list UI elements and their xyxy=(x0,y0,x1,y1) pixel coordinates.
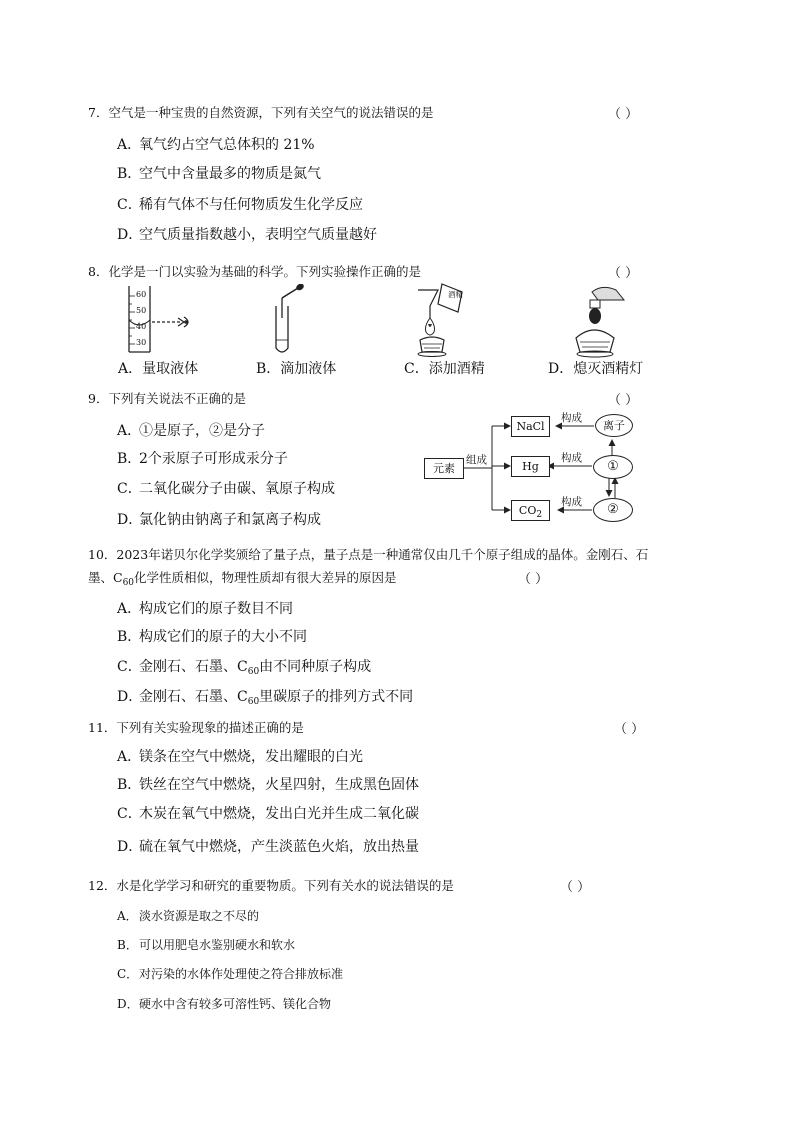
option-text: 铁丝在空气中燃烧，火星四射，生成黑色固体 xyxy=(139,777,419,793)
compose-label: 组成 xyxy=(466,454,487,466)
q7-stem: 7．空气是一种宝贵的自然资源，下列有关空气的说法错误的是 xyxy=(88,105,434,120)
q9-answer-paren: （ ） xyxy=(608,393,639,408)
constitute-label-3: 构成 xyxy=(561,496,582,508)
q9-option-b xyxy=(117,448,288,468)
q11-stem: 11．下列有关实验现象的描述正确的是 xyxy=(88,720,304,735)
co2-subscript: 2 xyxy=(536,510,543,520)
option-text: 空气质量指数越小，表明空气质量越好 xyxy=(139,227,377,243)
option-letter: D． xyxy=(117,997,139,1011)
q10-option-b xyxy=(117,626,307,646)
caption-d: D．熄灭酒精灯 xyxy=(548,361,644,377)
option-text: 对污染的水体作处理使之符合排放标准 xyxy=(139,967,344,981)
tick-60: 60 xyxy=(136,290,147,299)
option-letter: B． xyxy=(117,938,138,952)
caption-a: A．量取液体 xyxy=(118,361,199,377)
option-letter: B． xyxy=(117,629,142,645)
option-letter: D． xyxy=(117,839,143,855)
circle-1-ellipse: ① xyxy=(593,455,633,479)
q9-option-a xyxy=(117,420,265,440)
caption-b: B．滴加液体 xyxy=(256,361,337,377)
co2-box xyxy=(511,500,550,521)
q12-option-b xyxy=(117,936,295,953)
c60-subscript: 60 xyxy=(122,578,135,588)
option-text: 里碳原子的排列方式不同 xyxy=(259,689,414,705)
dropper-test-tube-figure xyxy=(268,284,318,356)
extinguish-lamp-figure xyxy=(568,282,628,358)
tick-50: 50 xyxy=(136,306,147,315)
option-text: 空气中含量最多的物质是氮气 xyxy=(139,166,321,182)
option-text: 氯化钠由钠离子和氯离子构成 xyxy=(139,512,321,528)
q11-option-b xyxy=(117,774,419,794)
adding-alcohol-figure xyxy=(412,282,478,358)
cylinder-tick-labels xyxy=(136,287,146,351)
option-letter: D． xyxy=(117,227,143,243)
stem-part: 墨、C xyxy=(88,570,123,585)
option-text: 木炭在氧气中燃烧，发出白光并生成二氧化碳 xyxy=(139,806,419,822)
option-letter: C． xyxy=(117,659,142,675)
q8-stem: 8．化学是一门以实验为基础的科学。下列实验操作正确的是 xyxy=(88,264,421,279)
measuring-cylinder-figure xyxy=(118,284,198,356)
hg-box: Hg xyxy=(511,456,550,477)
option-text: 淡水资源是取之不尽的 xyxy=(139,909,260,923)
stem-part: 化学性质相似，物理性质却有很大差异的原因是 xyxy=(134,570,397,585)
option-letter: A． xyxy=(117,909,138,923)
option-letter: B． xyxy=(117,777,142,793)
q10-option-a xyxy=(117,598,293,618)
co2-formula: CO xyxy=(518,504,537,517)
option-letter: A． xyxy=(117,137,142,153)
q12-option-c xyxy=(117,965,343,982)
option-letter: D． xyxy=(117,512,143,528)
option-text: 2个汞原子可形成汞分子 xyxy=(139,451,288,467)
option-text: 二氧化碳分子由碳、氧原子构成 xyxy=(139,481,335,497)
q7-option-a xyxy=(117,134,315,154)
option-letter: B． xyxy=(117,451,142,467)
option-text: 硫在氧气中燃烧，产生淡蓝色火焰，放出热量 xyxy=(139,839,419,855)
constitute-label-2: 构成 xyxy=(561,452,582,464)
q10-answer-paren: （ ） xyxy=(518,572,549,587)
option-letter: C． xyxy=(117,481,142,497)
q7-option-b xyxy=(117,163,321,183)
option-text: 构成它们的原子的大小不同 xyxy=(139,629,307,645)
circle-2-ellipse: ② xyxy=(593,498,633,522)
option-text: ①是原子，②是分子 xyxy=(139,423,265,439)
option-text: 由不同种原子构成 xyxy=(259,659,372,675)
element-box: 元素 xyxy=(424,458,464,479)
c60-subscript: 60 xyxy=(247,667,260,677)
q11-option-d xyxy=(117,836,419,856)
option-text: 硬水中含有较多可溶性钙、镁化合物 xyxy=(139,997,332,1011)
tick-30: 30 xyxy=(136,338,147,347)
q12-option-d xyxy=(117,995,331,1012)
caption-c: C．添加酒精 xyxy=(404,361,485,377)
option-text: 构成它们的原子数目不同 xyxy=(139,601,293,617)
option-text: 镁条在空气中燃烧，发出耀眼的白光 xyxy=(139,749,363,765)
constitute-label-1: 构成 xyxy=(561,412,582,424)
nacl-box: NaCl xyxy=(511,416,550,437)
q7-option-d xyxy=(117,224,377,244)
option-letter: A． xyxy=(117,601,142,617)
option-letter: D． xyxy=(117,689,143,705)
option-text: 金刚石、石墨、C xyxy=(139,689,248,705)
q11-answer-paren: （ ） xyxy=(614,722,645,737)
q7-answer-paren: （ ） xyxy=(608,107,639,122)
q10-option-d xyxy=(117,686,413,706)
q10-option-c xyxy=(117,656,371,676)
q9-option-c xyxy=(117,478,335,498)
option-letter: C． xyxy=(117,197,142,213)
q9-stem: 9．下列有关说法不正确的是 xyxy=(88,391,246,406)
q12-stem: 12．水是化学学习和研究的重要物质。下列有关水的说法错误的是 xyxy=(88,878,454,893)
q11-option-a xyxy=(117,746,363,766)
q10-stem-line-1: 10．2023年诺贝尔化学奖颁给了量子点，量子点是一种通常仅由几千个原子组成的晶体。金刚石、石 xyxy=(88,547,649,562)
q12-option-a xyxy=(117,907,259,924)
option-letter: B． xyxy=(117,166,142,182)
option-text: 可以用肥皂水鉴别硬水和软水 xyxy=(139,938,296,952)
option-letter: C． xyxy=(117,806,142,822)
option-text: 氧气约占空气总体积的 21% xyxy=(139,137,315,153)
q7-option-c xyxy=(117,194,363,214)
q11-option-c xyxy=(117,803,419,823)
option-letter: A． xyxy=(117,423,142,439)
option-text: 稀有气体不与任何物质发生化学反应 xyxy=(139,197,363,213)
option-text: 金刚石、石墨、C xyxy=(139,659,248,675)
option-letter: A． xyxy=(117,749,142,765)
option-letter: C． xyxy=(117,967,139,981)
ion-ellipse: 离子 xyxy=(595,414,633,437)
c60-subscript: 60 xyxy=(247,697,260,707)
q9-option-d xyxy=(117,509,321,529)
q10-stem-line-2 xyxy=(88,568,397,586)
alcohol-bottle-label: 酒精 xyxy=(448,290,463,299)
q12-answer-paren: （ ） xyxy=(560,880,591,895)
q8-answer-paren: （ ） xyxy=(608,266,639,281)
tick-40: 40 xyxy=(136,322,147,331)
